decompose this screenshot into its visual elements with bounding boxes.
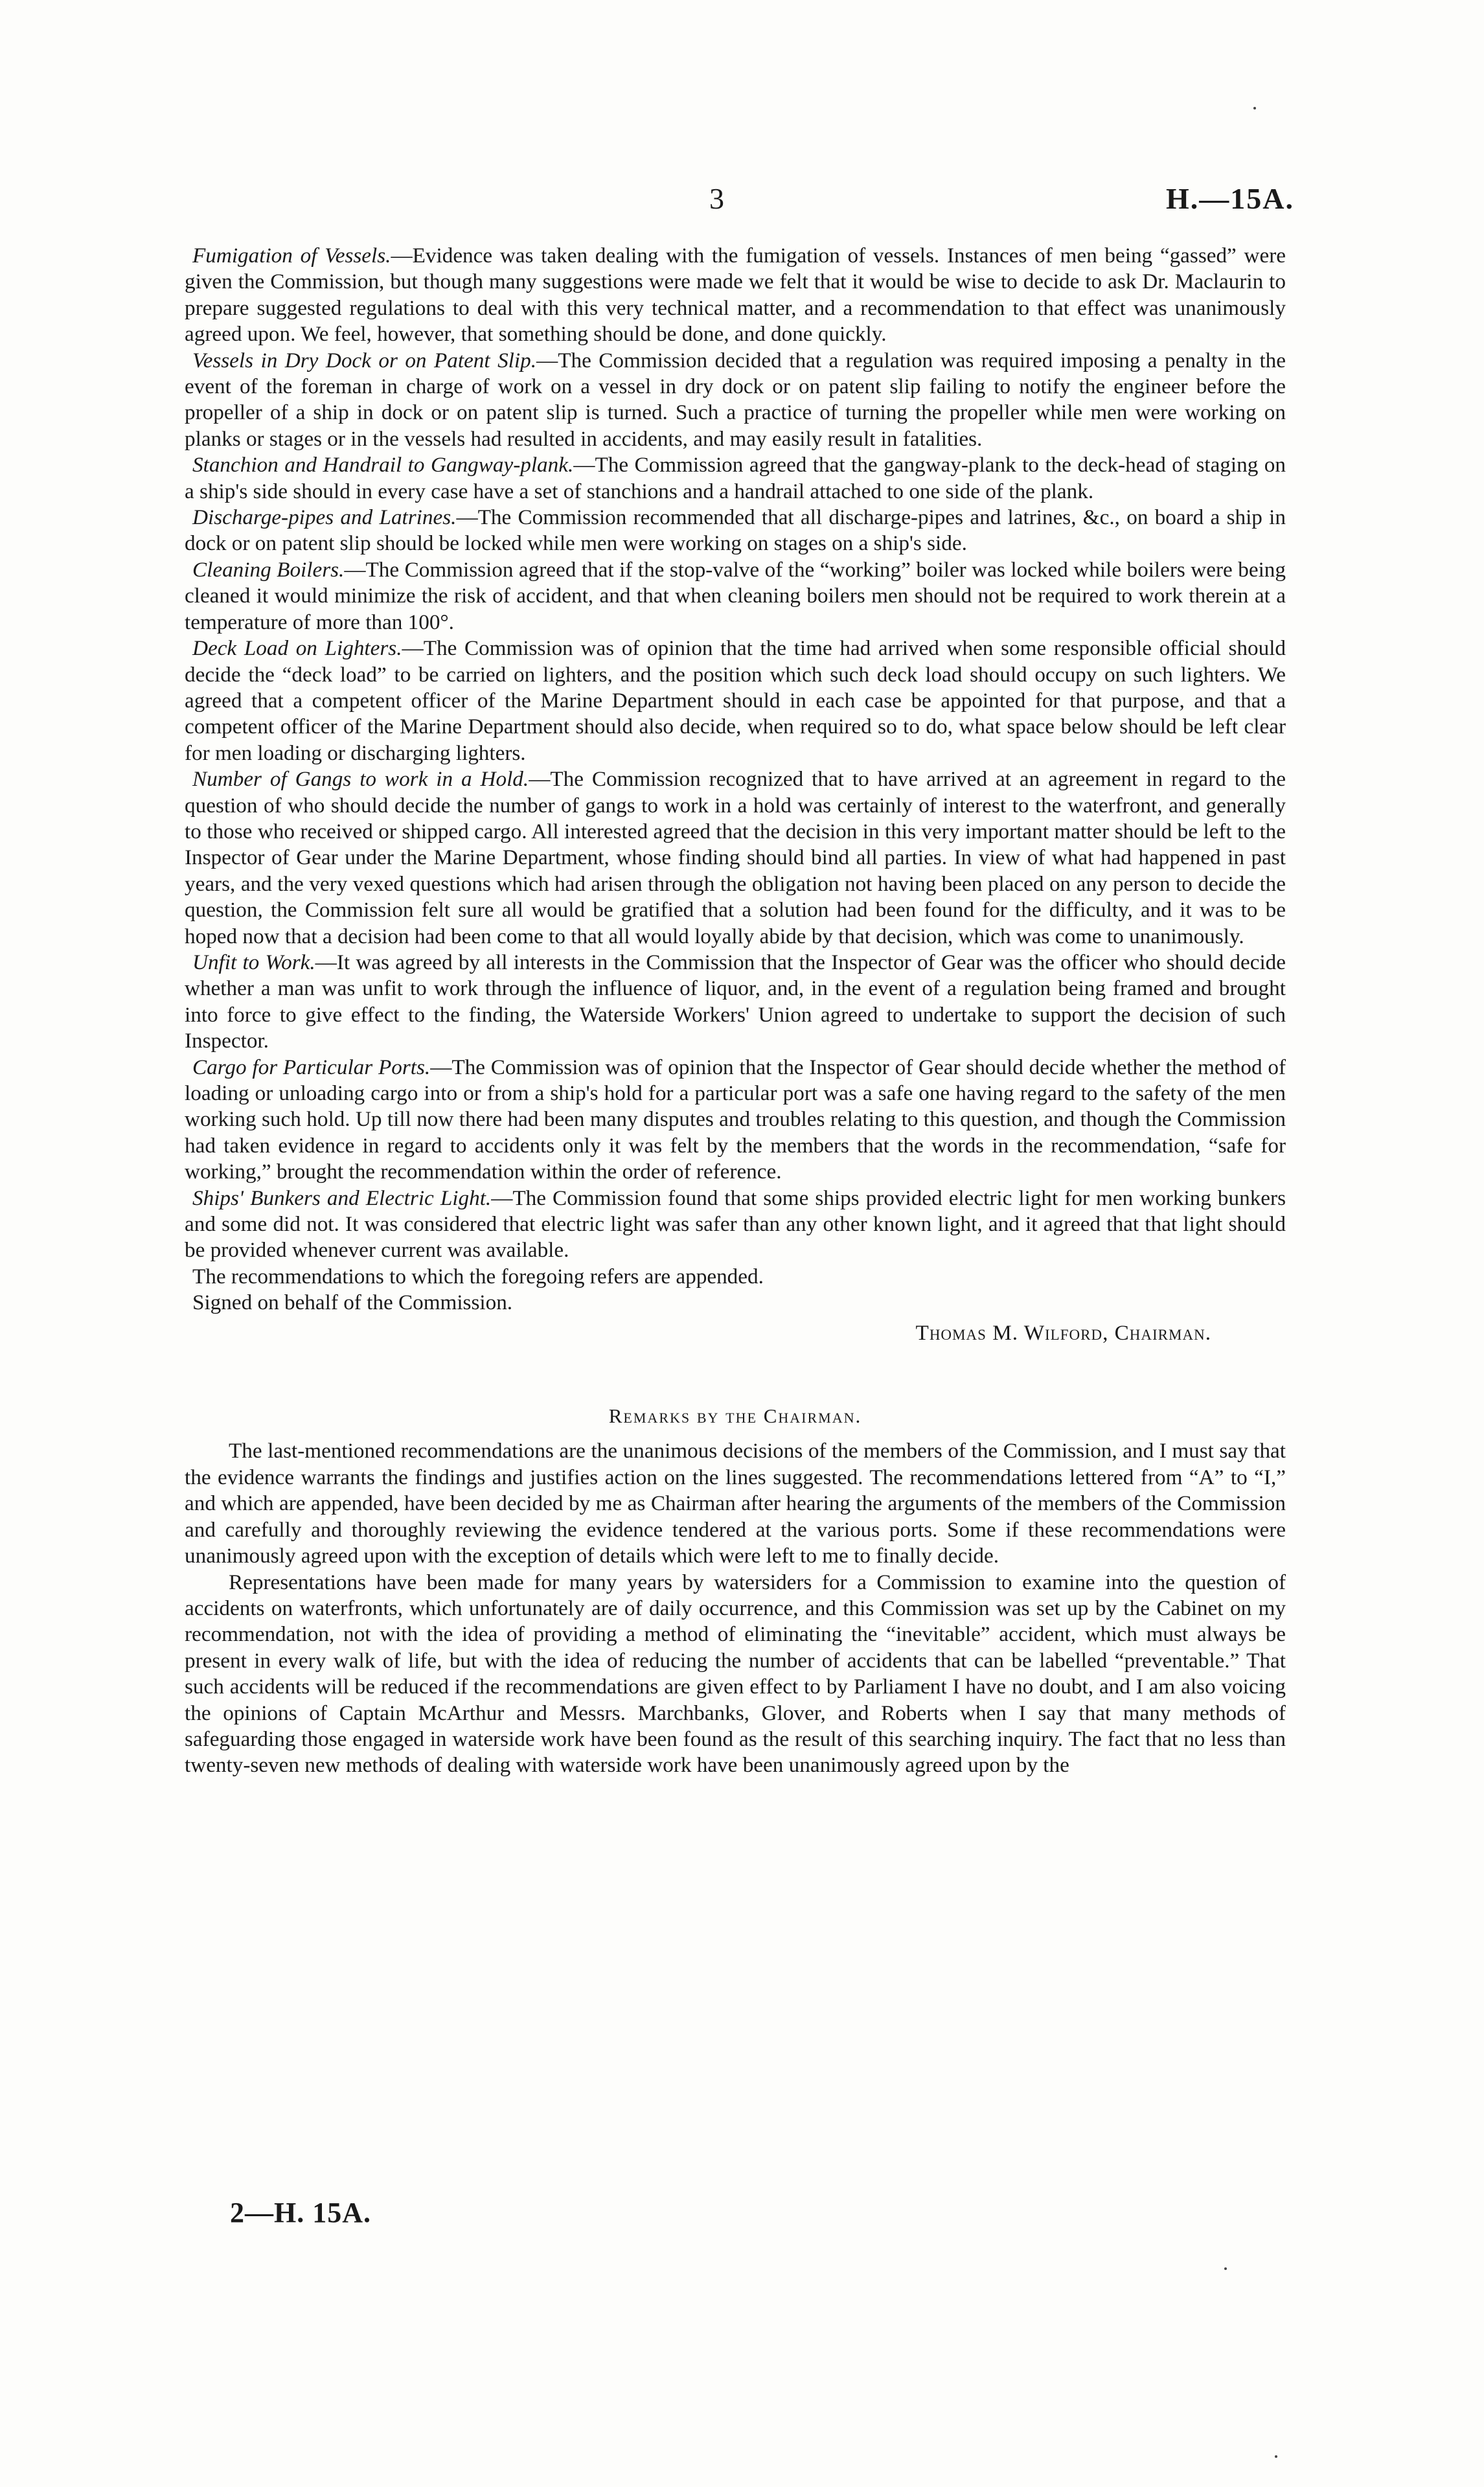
section-heading: Deck Load on Lighters. (192, 636, 402, 661)
section-cleaning-boilers (185, 557, 1286, 636)
document-code: H.—15A. (1166, 182, 1294, 215)
section-text: —Evidence was taken dealing with the fumigation of vessels. Instances of men being “gassed” were given the Commission, but though many suggestions were made we felt that it would be wise to decide to ask Dr. Maclaurin to prepare suggested regulations to deal with this very technical matter, and a recommendation to that effect was unanimously agreed upon. We feel, however, that something should be done, and done quickly. (185, 244, 1286, 347)
section-text: —The Commission agreed that the gangway-plank to the deck-head of staging on a ship's side should in every case have a set of stanchions and a handrail attached to one side of the plank. (185, 453, 1286, 503)
section-heading: Cleaning Boilers. (192, 557, 345, 582)
section-dry-dock (185, 348, 1286, 453)
section-heading: Unfit to Work. (192, 950, 315, 974)
closing-signed-line: Signed on behalf of the Commission. (192, 1290, 513, 1315)
section-heading: Vessels in Dry Dock or on Patent Slip. (192, 348, 537, 372)
section-text: —The Commission was of opinion that the Inspector of Gear should decide whether the method of loading or unloading cargo into or from a ship's hold for a particular port was a safe one having regard to the safety of the men working such hold. Up till now there had been many disputes and troubles relating to this question, and though the Commission had taken evidence in regard to accidents only it was felt by the members that the words in the recommendation, “safe for working,” brought the recommendation within the order of reference. (185, 1055, 1286, 1184)
paper-speck (1224, 2267, 1227, 2270)
section-text: —The Commission decided that a regulation was required imposing a penalty in the event of the foreman in charge of work on a vessel in dry dock or on patent slip failing to notify the engineer before the propeller of a ship in dock or on patent slip is turned. Such a practice of turning the propeller while men were working on planks or stages or in the vessels had resulted in accidents, and may easily result in fatalities. (185, 348, 1286, 451)
closing-recommendations-line: The recommendations to which the foregoing refers are appended. (192, 1264, 764, 1289)
chairman-signature: Thomas M. Wilford, Chairman. (915, 1320, 1211, 1345)
section-fumigation (185, 243, 1286, 348)
section-cargo-ports (185, 1055, 1286, 1186)
section-gangway-plank (185, 452, 1286, 505)
section-heading: Number of Gangs to work in a Hold. (192, 767, 529, 792)
remarks-heading: Remarks by the Chairman. (608, 1404, 862, 1428)
section-discharge-pipes (185, 505, 1286, 557)
section-text: —The Commission found that some ships provided electric light for men working bunkers and some did not. It was considered that electric light was safer than any other known light, and it agreed that that light should be provided whenever current was available. (185, 1186, 1286, 1263)
section-heading: Discharge-pipes and Latrines. (192, 505, 457, 530)
section-heading: Cargo for Particular Ports. (192, 1055, 431, 1079)
section-bunkers-light (185, 1186, 1286, 1264)
signature-mark: 2—H. 15A. (230, 2197, 371, 2229)
paper-speck (1275, 2455, 1277, 2458)
section-text: —The Commission recommended that all discharge-pipes and latrines, &c., on board a ship in dock or on patent slip should be locked while men were working on stages on a ship's side. (185, 505, 1286, 556)
section-deck-load (185, 636, 1286, 766)
remarks-paragraph: The last-mentioned recommendations are the unanimous decisions of the members of the Commission, and I must say that the evidence warrants the findings and justifies action on the lines suggested. The recommendations lettered from “A” to “I,” and which are appended, have been decided by me as Chairman after hearing the arguments of the members of the Commission and carefully and thoroughly reviewing the evidence tendered at the various ports. Some if these recommendations were unanimously agreed upon with the exception of details which were left to me to finally decide. (185, 1439, 1286, 1568)
section-heading: Fumigation of Vessels. (192, 244, 391, 268)
page-number: 3 (709, 182, 724, 215)
section-heading: Ships' Bunkers and Electric Light. (192, 1186, 492, 1210)
document-body (185, 243, 1286, 1779)
paper-speck (1253, 107, 1256, 109)
section-text: —The Commission agreed that if the stop-valve of the “working” boiler was locked while boilers were being cleaned it would minimize the risk of accident, and that when cleaning boilers men should not be required to work therein at a temperature of more than 100°. (185, 557, 1286, 634)
section-text: —The Commission was of opinion that the time had arrived when some responsible official should decide the “deck load” to be carried on lighters, and the position which such deck load should occupy on such lighters. We agreed that a competent officer of the Marine Department should in each case be appointed for that purpose, and that a competent officer of the Marine Department should also decide, when required so to do, what space below should be left clear for men loading or discharging lighters. (185, 636, 1286, 765)
page-header (0, 181, 1484, 220)
section-unfit-to-work (185, 950, 1286, 1055)
section-text: —It was agreed by all interests in the Commission that the Inspector of Gear was the officer who should decide whether a man was unfit to work through the influence of liquor, and, in the event of a regulation being framed and brought into force to give effect to the finding, the Waterside Workers' Union agreed to undertake to support the decision of such Inspector. (185, 950, 1286, 1053)
remarks-paragraph: Representations have been made for many years by watersiders for a Commission to examine into the question of accidents on waterfronts, which unfortunately are of daily occurrence, and this Commission was set up by the Cabinet on my recommendation, not with the idea of providing a method of eliminating the “inevitable” accident, which must always be present in every walk of life, but with the idea of reducing the number of accidents that can be labelled “preventable.” That such accidents will be reduced if the recommendations are given effect to by Parliament I have no doubt, and I am also voicing the opinions of Captain McArthur and Messrs. Marchbanks, Glover, and Roberts when I say that many methods of safeguarding those engaged in waterside work have been found as the result of this searching inquiry. The fact that no less than twenty-seven new methods of dealing with waterside work have been unanimously agreed upon by the (185, 1570, 1286, 1778)
section-heading: Stanchion and Handrail to Gangway-plank. (192, 453, 574, 477)
section-number-of-gangs (185, 766, 1286, 950)
section-text: —The Commission recognized that to have arrived at an agreement in regard to the question of who should decide the number of gangs to work in a hold was certainly of interest to the waterfront, and generally to those who received or shipped cargo. All interested agreed that the decision in this very important matter should be left to the Inspector of Gear under the Marine Department, whose finding should bind all parties. In view of what had happened in past years, and the very vexed questions which had arisen through the obligation not having been placed on any person to decide the question, the Commission felt sure all would be gratified that a solution had been found for the difficulty, and it was to be hoped now that a decision had been come to that all would loyally abide by that decision, which was come to unanimously. (185, 767, 1286, 948)
